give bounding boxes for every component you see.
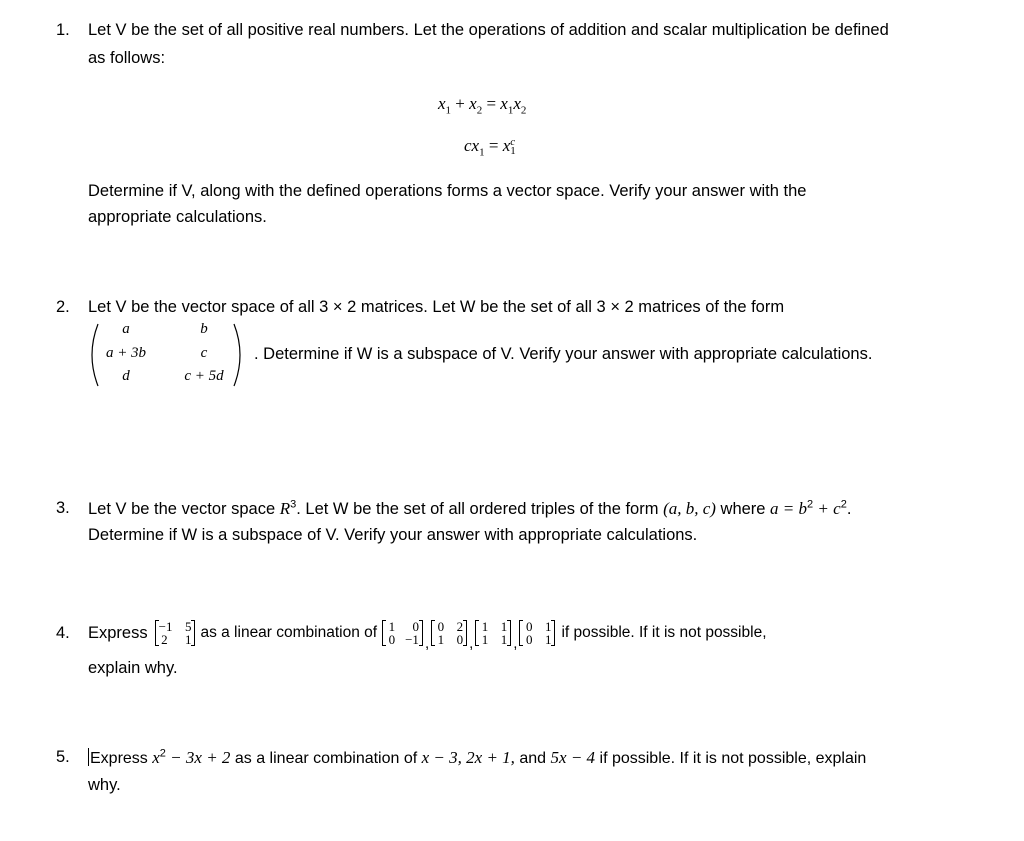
q4-basis-matrix-3: 1 1 1 1	[475, 620, 511, 646]
q1-number: 1.	[56, 21, 70, 39]
q2-cell-r3c1: d	[122, 368, 130, 384]
q4-number: 4.	[56, 624, 70, 642]
q2-cell-r2c2: c	[200, 345, 208, 361]
q5-line1: Express $x^2 - 3x + 2$ as a linear combination of x − 3, 2x + 1, and 5x − 4 if possible. If it is not possible, explain	[90, 747, 867, 767]
q2-cell-r1c2: b	[200, 321, 208, 337]
q2-matrix	[84, 320, 254, 390]
q3-number: 3.	[56, 499, 70, 517]
q5-line2: why.	[88, 776, 121, 794]
q4-target-matrix: −1 5 2 1	[155, 620, 196, 646]
q1-question-line2: appropriate calculations.	[88, 208, 267, 226]
q2-line1: Let V be the vector space of all 3 × 2 matrices. Let W be the set of all 3 × 2 matrices of the form	[88, 298, 785, 316]
q1-equation-scalar: $cx_1 = x$ c 1	[464, 136, 516, 159]
q2-number: 2.	[56, 298, 70, 316]
q2-cell-r1c1: a	[122, 321, 130, 337]
q4-express-label: Express	[88, 623, 148, 642]
q1-intro-line1: Let V be the set of all positive real numbers. Let the operations of addition and scalar multiplication be defined	[88, 21, 889, 39]
q2-cell-r2c1: a + 3b	[105, 345, 147, 361]
q4-line1: Express −1 5 2 1 as a linear combination of 1 0 0 −1 , 0 2 1 0 , 1 1 1 1 , 0 1 0 1 if possible. If it is not possible,	[88, 619, 767, 652]
q1-equation-addition: $x_1 + x_2 = x_1x_2$	[438, 94, 527, 117]
q4-line2: explain why.	[88, 659, 178, 677]
q3-line1: Let V be the vector space $R^3$. Let W be the set of all ordered triples of the form (a, b, c) where $a = b^2 + c^2$.	[88, 498, 852, 518]
q2-cell-r3c2: c + 5d	[184, 368, 224, 384]
q1-intro-line2: as follows:	[88, 49, 166, 67]
q4-basis-matrix-1: 1 0 0 −1	[382, 620, 423, 646]
q4-basis-matrix-4: 0 1 0 1	[519, 620, 555, 646]
q3-line2: Determine if W is a subspace of V. Verify your answer with appropriate calculations.	[88, 526, 698, 544]
q4-basis-matrix-2: 0 2 1 0	[431, 620, 467, 646]
q4-mid-text: as a linear combination of	[200, 624, 378, 641]
q5-number: 5.	[56, 748, 70, 766]
q4-tail-text: if possible. If it is not possible,	[561, 624, 767, 641]
q2-after-matrix: . Determine if W is a subspace of V. Verify your answer with appropriate calculations.	[254, 345, 873, 363]
text-cursor	[88, 748, 89, 766]
q1-question-line1: Determine if V, along with the defined operations forms a vector space. Verify your answer with the	[88, 182, 807, 200]
